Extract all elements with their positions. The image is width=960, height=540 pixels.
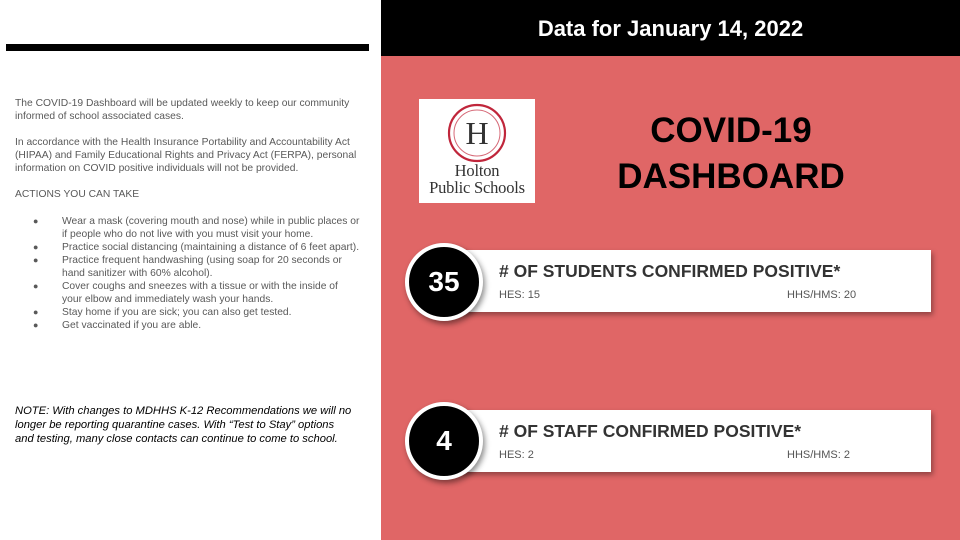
info-panel: [0, 0, 381, 540]
divider-bar: [6, 44, 369, 51]
staff-card-title: # OF STAFF CONFIRMED POSITIVE*: [499, 421, 802, 441]
actions-list: [15, 215, 360, 333]
bullet-icon: ●: [33, 254, 39, 265]
date-header: Data for January 14, 2022: [381, 0, 960, 56]
bullet-icon: ●: [33, 215, 39, 226]
intro-paragraph-2: In accordance with the Health Insurance Portability and Accountability Act (HIPAA) and Family Educational Rights and Privacy Act (FERPA), personal information on COVID positive individuals will not be provided.: [15, 137, 357, 175]
students-count-badge: 35: [405, 243, 483, 321]
students-card-title: # OF STUDENTS CONFIRMED POSITIVE*: [499, 261, 841, 281]
logo-letter: H: [465, 115, 489, 151]
actions-heading: ACTIONS YOU CAN TAKE: [15, 189, 140, 201]
staff-hes-count: HES: 2: [499, 449, 534, 461]
logo-text: Holton Public Schools: [429, 161, 525, 197]
staff-count-badge: 4: [405, 402, 483, 480]
students-stat-card: [459, 250, 931, 312]
intro-paragraph-1: The COVID-19 Dashboard will be updated weekly to keep our community informed of school associated cases.: [15, 98, 350, 123]
students-hes-count: HES: 15: [499, 289, 540, 301]
list-item: ● Wear a mask (covering mouth and nose) while in public places or if people who do not live with you must visit your home.: [33, 215, 360, 240]
staff-hhs-count: HHS/HMS: 2: [787, 449, 850, 461]
bullet-icon: ●: [33, 281, 39, 292]
students-hhs-count: HHS/HMS: 20: [787, 289, 857, 301]
intro-text: [15, 97, 360, 332]
school-logo: [419, 99, 535, 203]
list-item: ● Practice social distancing (maintaining a distance of 6 feet apart).: [33, 241, 360, 253]
quarantine-note: NOTE: With changes to MDHHS K-12 Recommendations we will no longer be reporting quarantine cases. With “Test to Stay” options and testing, many close contacts can continue to come to school.: [15, 405, 352, 445]
bullet-icon: ●: [33, 241, 39, 252]
bullet-icon: ●: [33, 307, 39, 318]
list-item: ● Get vaccinated if you are able.: [33, 320, 202, 332]
staff-stat-card: [459, 410, 931, 472]
dashboard-panel: [381, 0, 960, 540]
list-item: ● Cover coughs and sneezes with a tissue or with the inside of your elbow and immediately wash your hands.: [33, 281, 338, 306]
bullet-icon: ●: [33, 320, 39, 331]
logo-ring-icon: [441, 102, 513, 164]
page-title: COVID-19 DASHBOARD: [617, 111, 845, 196]
list-item: ● Stay home if you are sick; you can also get tested.: [33, 307, 292, 319]
list-item: ● Practice frequent handwashing (using soap for 20 seconds or hand sanitizer with 60% alcohol).: [33, 254, 342, 279]
